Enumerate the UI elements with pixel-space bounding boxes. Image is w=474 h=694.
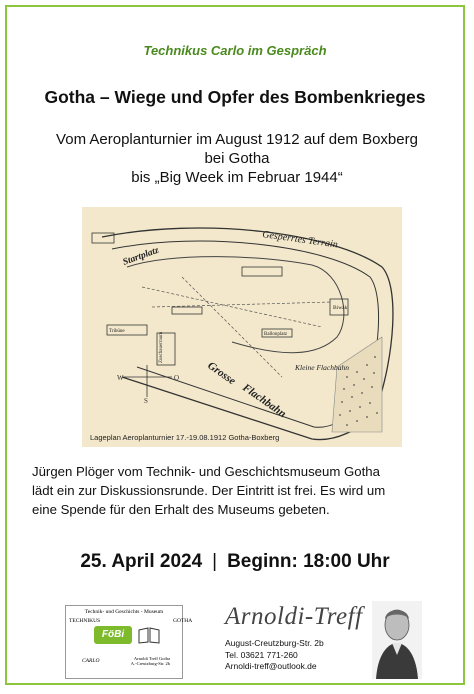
wooded-area — [332, 337, 382, 432]
logo-carlo: CARLO — [82, 658, 100, 664]
subtitle-line: bis „Big Week im Februar 1944“ — [131, 169, 343, 186]
subtitle — [27, 130, 447, 187]
site-plan-map — [82, 207, 402, 447]
dateline-separator: | — [212, 551, 218, 572]
venue-contact — [225, 638, 324, 673]
event-time: Beginn: 18:00 Uhr — [227, 551, 390, 572]
site-plan-drawing — [82, 207, 402, 447]
venue-email: Arnoldi-treff@outlook.de — [225, 661, 317, 671]
label-zuschauer: Zuschauerraum — [159, 331, 164, 363]
museum-logo — [65, 605, 193, 679]
body-paragraph — [32, 462, 442, 519]
svg-text:S: S — [144, 397, 148, 405]
page-title: Gotha – Wiege und Opfer des Bombenkrieges — [44, 87, 426, 107]
label-biwak: Biwak — [333, 305, 348, 311]
portrait-image — [372, 601, 422, 679]
subtitle-line: Vom Aeroplanturnier im August 1912 auf dem Boxberg — [56, 131, 418, 148]
body-line: lädt ein zur Diskussionsrunde. Der Eintritt ist frei. Es wird um — [32, 483, 386, 498]
svg-text:O: O — [174, 374, 180, 382]
kicker: Technikus Carlo im Gespräch — [143, 43, 327, 58]
label-ballonplatz: Ballonplatz — [264, 332, 288, 337]
logo-vertical-left: TECHNIKUS — [69, 618, 101, 624]
logo-address-line: Arnoldi Treff Gotha — [133, 656, 170, 661]
building — [92, 233, 114, 243]
logo-address-line: A.-Creutzburg-Str. 2b — [130, 661, 170, 666]
subtitle-line: bei Gotha — [204, 150, 270, 167]
venue-logo: Arnoldi-Treff — [225, 603, 363, 630]
poster-frame — [5, 5, 465, 685]
wire-line — [182, 277, 282, 377]
venue-address: August-Creutzburg-Str. 2b — [225, 638, 324, 648]
map-caption: Lageplan Aeroplanturnier 17.-19.08.1912 Gotha-Boxberg — [90, 433, 280, 442]
svg-text:W: W — [117, 374, 124, 382]
label-gesperrtes: Gesperrtes Terrain — [261, 229, 339, 251]
wire-line — [152, 302, 332, 307]
venue-phone: Tel. 03621 771-260 — [225, 649, 298, 660]
event-dateline — [7, 551, 463, 573]
label-tribune: Tribüne — [109, 329, 125, 334]
label-startplatz: Startplatz — [121, 245, 161, 268]
body-line: eine Spende für den Erhalt des Museums gebeten. — [32, 502, 330, 517]
ballon-building — [242, 267, 282, 276]
logo-address — [131, 656, 170, 666]
book-icon — [138, 626, 160, 644]
event-date: 25. April 2024 — [80, 551, 203, 572]
small-building — [172, 307, 202, 314]
label-grosse: Grosse — [205, 359, 238, 388]
logo-vertical-right: GOTHA — [173, 618, 193, 624]
fobi-badge: FöBi — [94, 626, 132, 644]
wire-line — [142, 287, 322, 327]
label-flachbahn: Flachbahn — [240, 381, 289, 421]
label-kleine: Kleine Flachbahn — [295, 363, 349, 372]
logo-top-text: Technik- und Geschichts - Museum — [84, 609, 164, 615]
body-line: Jürgen Plöger vom Technik- und Geschichtsmuseum Gotha — [32, 464, 380, 479]
